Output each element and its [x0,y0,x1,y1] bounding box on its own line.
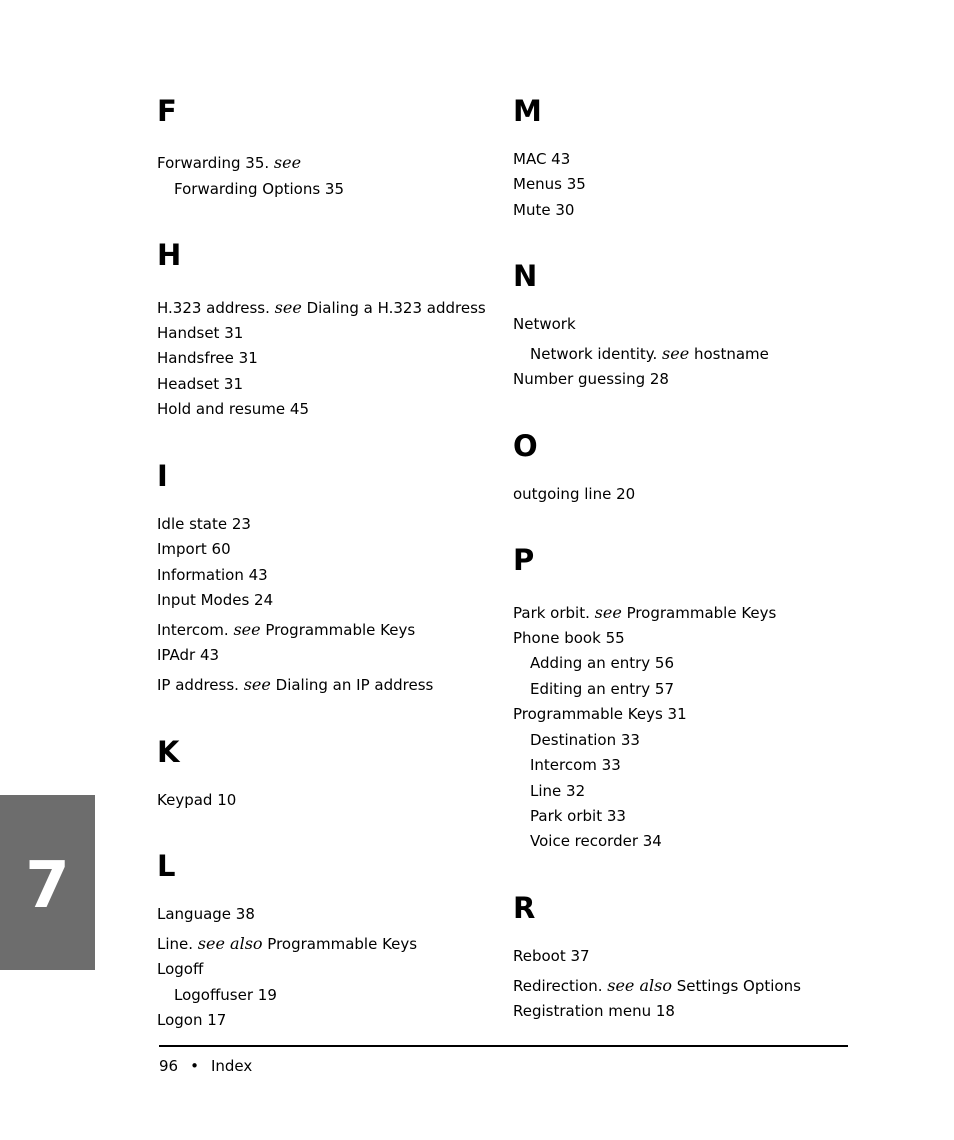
footer-section-title: Index [210,1057,253,1075]
index-entry-import: Import 60 [157,540,231,558]
index-entry-logon: Logon 17 [157,1011,227,1029]
index-entry-redirection [513,977,801,995]
index-letter-r: R [513,891,536,925]
index-entry-idle-state: Idle state 23 [157,515,251,533]
index-subentry-forwarding-options: Forwarding Options 35 [174,180,345,198]
see-reference: see also [607,976,672,995]
index-entry-registration-menu: Registration menu 18 [513,1002,675,1020]
index-subentry-editing-entry: Editing an entry 57 [530,680,674,698]
index-subentry-network-identity [530,345,769,363]
index-entry-mac: MAC 43 [513,150,571,168]
see-target: Dialing an IP address [270,676,434,694]
index-subentry-line: Line 32 [530,782,586,800]
index-entry-network: Network [513,315,576,333]
index-entry-h323-address [157,299,486,317]
entry-text: Redirection. [513,977,608,995]
see-reference: see [233,620,261,639]
entry-text: Intercom. [157,621,234,639]
index-entry-intercom [157,621,415,639]
index-subentry-destination: Destination 33 [530,731,640,749]
entry-text: Forwarding 35. [157,154,274,172]
index-entry-menus: Menus 35 [513,175,586,193]
index-entry-logoff: Logoff [157,960,204,978]
see-target: Programmable Keys [621,604,777,622]
index-letter-o: O [513,429,538,463]
see-reference: see [594,603,622,622]
entry-text: Park orbit. [513,604,595,622]
index-entry-reboot: Reboot 37 [513,947,590,965]
index-entry-input-modes: Input Modes 24 [157,591,274,609]
see-target: Programmable Keys [262,935,418,953]
bullet-separator: • [190,1057,199,1075]
index-subentry-intercom: Intercom 33 [530,756,621,774]
index-letter-l: L [157,849,176,883]
index-entry-mute: Mute 30 [513,201,575,219]
footer-divider [159,1045,848,1047]
see-target: Dialing a H.323 address [301,299,486,317]
index-entry-phone-book: Phone book 55 [513,629,625,647]
index-entry-language: Language 38 [157,905,255,923]
page-number: 96 [159,1057,179,1075]
entry-text: IP address. [157,676,244,694]
chapter-tab-number: 7 [25,849,70,923]
index-subentry-park-orbit: Park orbit 33 [530,807,626,825]
index-entry-handset: Handset 31 [157,324,244,342]
index-letter-i: I [157,459,168,493]
index-entry-programmable-keys: Programmable Keys 31 [513,705,687,723]
index-entry-park-orbit [513,604,776,622]
see-reference: see [662,344,690,363]
index-entry-keypad: Keypad 10 [157,791,237,809]
index-entry-line [157,935,417,953]
index-letter-p: P [513,543,535,577]
index-entry-ipadr: IPAdr 43 [157,646,220,664]
index-subentry-adding-entry: Adding an entry 56 [530,654,674,672]
page-footer [159,1057,252,1075]
index-letter-n: N [513,259,538,293]
index-letter-m: M [513,94,542,128]
entry-text: Network identity. [530,345,663,363]
index-entry-hold-resume: Hold and resume 45 [157,400,309,418]
index-entry-information: Information 43 [157,566,268,584]
index-letter-h: H [157,238,182,272]
index-entry-handsfree: Handsfree 31 [157,349,258,367]
index-entry-number-guessing: Number guessing 28 [513,370,669,388]
index-letter-k: K [157,735,180,769]
index-entry-outgoing-line: outgoing line 20 [513,485,636,503]
index-entry-headset: Headset 31 [157,375,244,393]
entry-text: Line. [157,935,198,953]
see-reference: see [243,675,271,694]
index-entry-ip-address [157,676,433,694]
see-reference: see [274,298,302,317]
index-subentry-logoffuser: Logoffuser 19 [174,986,277,1004]
index-subentry-voice-recorder: Voice recorder 34 [530,832,662,850]
entry-text: H.323 address. [157,299,275,317]
see-reference: see also [197,934,263,953]
see-target: Programmable Keys [260,621,416,639]
index-letter-f: F [157,94,177,128]
see-target: Settings Options [671,977,801,995]
see-target: hostname [689,345,769,363]
index-entry-forwarding [157,154,301,172]
see-reference: see [273,153,302,172]
